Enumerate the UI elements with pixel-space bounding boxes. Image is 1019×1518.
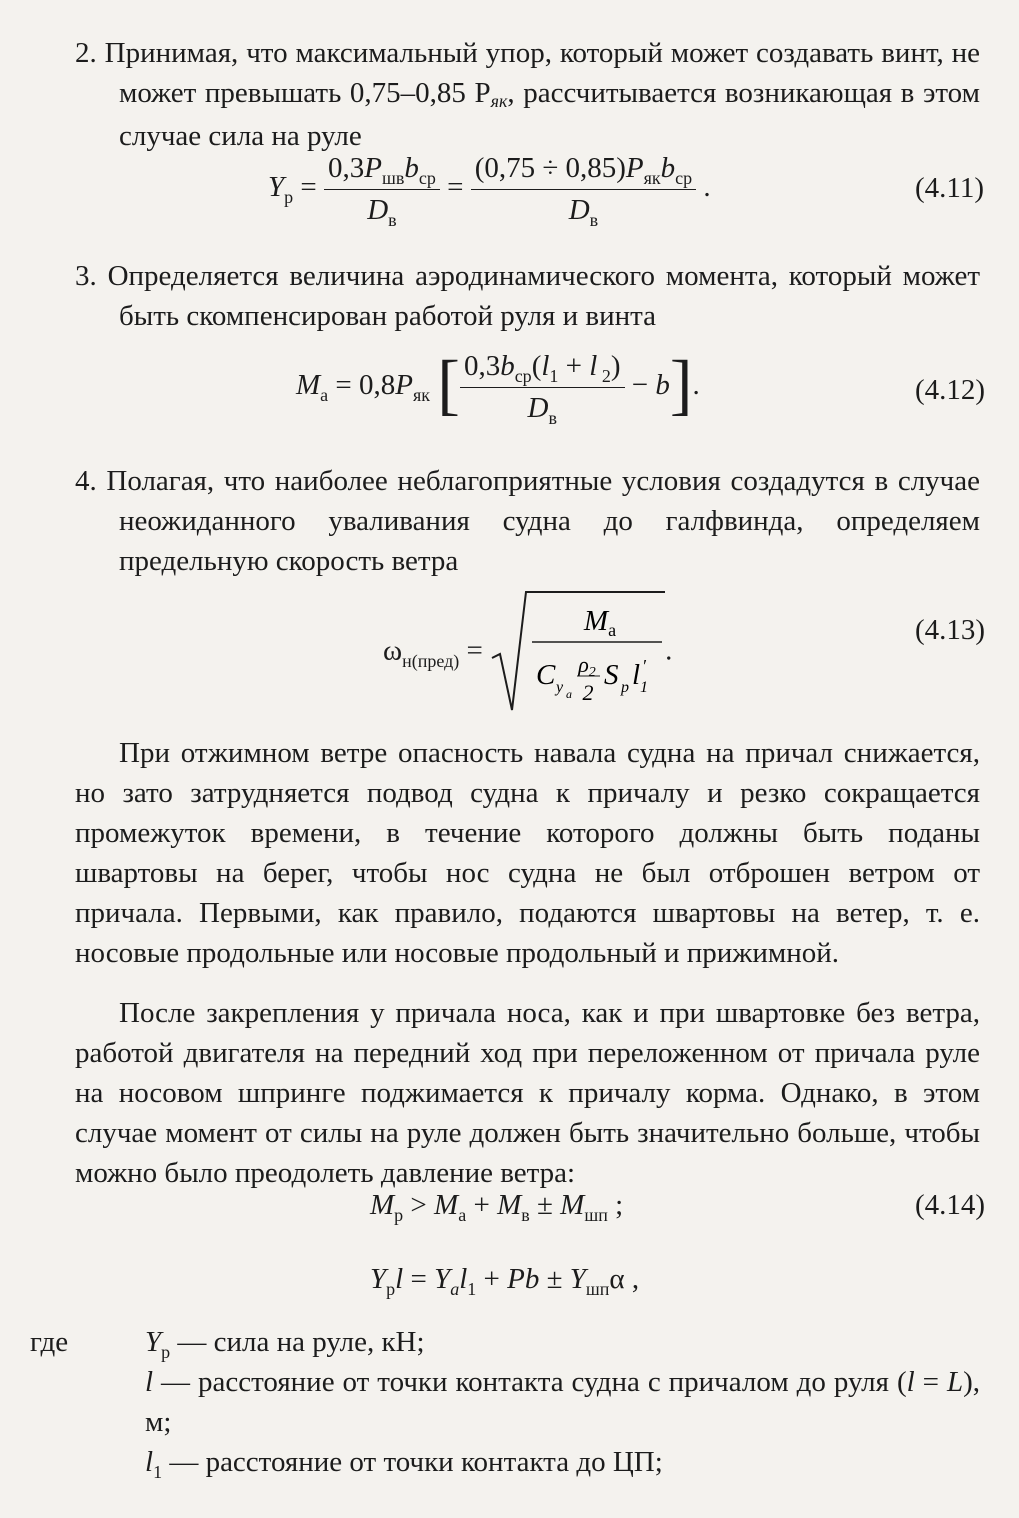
- where-label: где: [30, 1326, 69, 1358]
- where-row-l1: $l_1$ — расстояние от точки контакта до ЦП;: [145, 1446, 663, 1482]
- svg-text:a: a: [566, 687, 573, 701]
- svg-text:2: 2: [582, 680, 594, 705]
- svg-text:1: 1: [640, 679, 649, 696]
- svg-text:′: ′: [642, 656, 647, 676]
- formula-number-4-12: (4.12): [915, 374, 986, 406]
- svg-text:C: C: [536, 659, 556, 691]
- formula-4-13: $\omega_{н(пред)}$ = $M_а$ C y a ρ2 2 S p l 1 ′ .: [383, 588, 672, 718]
- formula-4-12: $M_а = 0,8P_{як}$ [ $\frac{0,3b_{ср}(l_1 + l _2)}{D_в}$ − b].: [296, 345, 700, 428]
- svg-text:p: p: [621, 679, 630, 696]
- list-item-3: 3. Определяется величина аэродинамического момента, который может быть скомпенсирован работой руля и винта: [75, 260, 980, 332]
- list-item-4: 4. Полагая, что наиболее неблагоприятные условия создадутся в случае неожиданного уваливания судна до галфвинда, определяем предельную скорость ветра: [75, 465, 981, 577]
- svg-text:y: y: [556, 679, 564, 696]
- svg-text:S: S: [604, 659, 619, 691]
- paragraph-1: При отжимном ветре опасность навала судна на причал снижается, но зато затрудняется подвод судна к причалу и резко сокращается промежуток времени, в течение которого должны быть поданы швартовы на берег, чтобы нос судна не был отброшен ветром от причала. Первыми, как правило, подаются швартовы на ветер, т. е. носовые продольные или носовые продольный и прижимной.: [75, 737, 980, 969]
- formula-4-14: $M_р > M_а + M_в \pm M_{шп}$ ;: [370, 1189, 624, 1225]
- where-row-l: l — расстояние от точки контакта судна с причалом до руля (l = L), м;: [145, 1366, 980, 1438]
- formula-4-11: $Y_р$ = $\frac{0,3P_{шв}b_{ср}}{D_в}$ = $\frac{(0,75 \div 0,85)P_{як}b_{ср}}{D_в}$ .: [268, 152, 711, 230]
- paragraph-2: После закрепления у причала носа, как и при швартовке без ветра, работой двигателя на передний ход при переложенном от причала руле на носовом шпринге поджимается к причалу корма. Однако, в этом случае момент от силы на руле должен быть значительно больше, чтобы можно было преодолеть давление ветра:: [75, 997, 980, 1189]
- formula-number-4-14: (4.14): [915, 1189, 986, 1221]
- list-item-2: 2. Принимая, что максимальный упор, который может создавать винт, не может превышать 0,75–0,85 Pяк, рассчитывается возникающая в этом случае сила на руле: [75, 37, 981, 152]
- formula-moment-equation: $Y_рl = Y_al_1 + Pb \pm Y_{шп}\alpha$ ,: [370, 1263, 640, 1299]
- where-row-yp: $Y_р$ — сила на руле, кН;: [145, 1326, 425, 1362]
- svg-text:ρ2: ρ2: [578, 652, 596, 680]
- formula-number-4-11: (4.11): [915, 172, 984, 204]
- svg-text:l: l: [632, 659, 641, 691]
- sqrt-symbol: [490, 588, 665, 718]
- formula-number-4-13: (4.13): [915, 614, 986, 646]
- svg-text:Mа: $M_а$: [584, 605, 617, 640]
